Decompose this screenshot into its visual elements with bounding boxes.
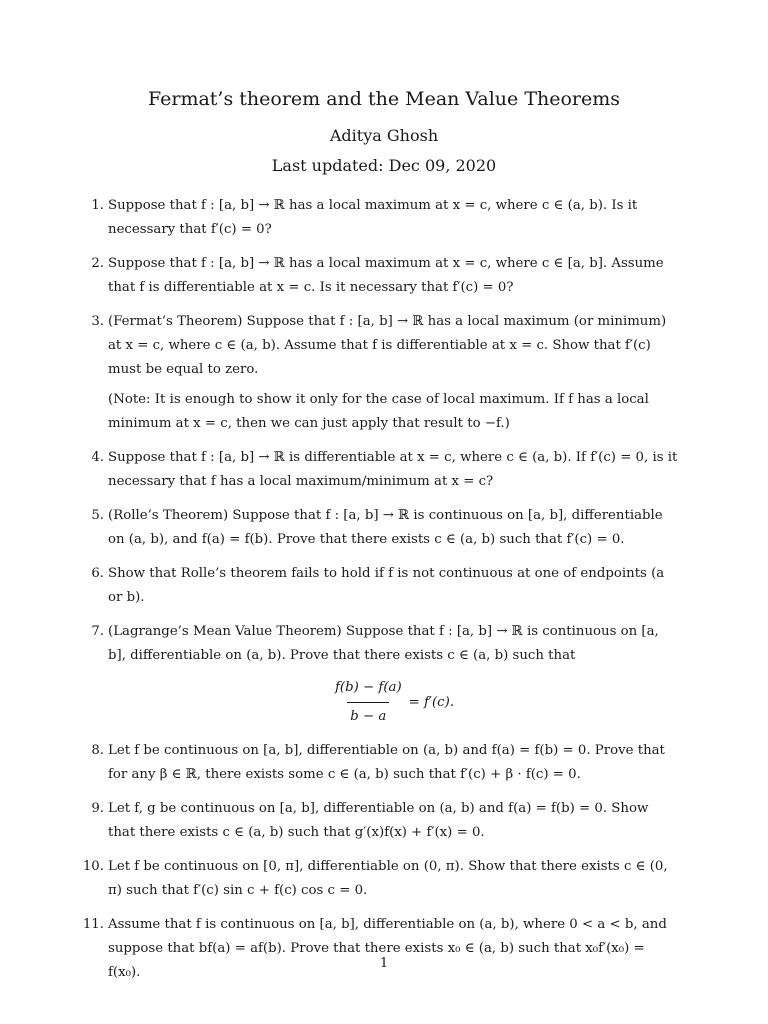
problem-item: [0, 194, 768, 242]
problem-number: 6.: [91, 566, 104, 581]
problem-number: 7.: [91, 624, 104, 639]
problem-item: [0, 504, 768, 552]
fraction: [332, 676, 405, 729]
problem-number: 4.: [91, 450, 104, 465]
problem-item: [0, 620, 768, 729]
display-equation: [108, 676, 678, 729]
problem-number: 11.: [82, 917, 104, 932]
problem-text: Let f be continuous on [0, π], differentiable on (0, π). Show that there exists c ∈ (0, π) such that f′(c) sin c + f(c) cos c = 0.: [108, 859, 668, 898]
problem-item: [0, 797, 768, 845]
problem-item: [0, 913, 768, 985]
document-title: Fermat’s theorem and the Mean Value Theorems: [147, 88, 621, 110]
problem-number: 5.: [91, 508, 104, 523]
problem-text: (Lagrange’s Mean Value Theorem) Suppose that f : [a, b] → ℝ is continuous on [a, b], differentiable on (a, b). Prove that there exists c ∈ (a, b) such that: [108, 624, 659, 663]
page-number: 1: [379, 956, 389, 971]
problem-number: 2.: [91, 256, 104, 271]
problem-text: Suppose that f : [a, b] → ℝ has a local maximum at x = c, where c ∈ (a, b). Is it necessary that f′(c) = 0?: [108, 198, 638, 237]
problem-text: Show that Rolle’s theorem fails to hold if f is not continuous at one of endpoints (a or b).: [108, 566, 665, 605]
problem-number: 9.: [91, 801, 104, 816]
problem-text: Suppose that f : [a, b] → ℝ is differentiable at x = c, where c ∈ (a, b). If f′(c) = 0, is it necessary that f has a local maximum/minimum at x = c?: [108, 450, 678, 489]
problem-number: 10.: [82, 859, 104, 874]
problem-item: [0, 310, 768, 436]
problem-item: [0, 446, 768, 494]
problem-text: Let f be continuous on [a, b], differentiable on (a, b) and f(a) = f(b) = 0. Prove that for any β ∈ ℝ, there exists some c ∈ (a, b) such that f′(c) + β · f(c) = 0.: [108, 743, 665, 782]
problem-list: [0, 194, 768, 995]
problem-text: (Fermat’s Theorem) Suppose that f : [a, b] → ℝ has a local maximum (or minimum) at x = c, where c ∈ (a, b). Assume that f is differentiable at x = c. Show that f′(c) must be equal to zero.: [108, 314, 667, 377]
fraction-denominator: b − a: [347, 702, 389, 729]
problem-text: Assume that f is continuous on [a, b], differentiable on (a, b), where 0 < a < b, and suppose that bf(a) = af(b). Prove that there exists x₀ ∈ (a, b) such that x₀f′(x₀) = f(x₀).: [108, 917, 667, 980]
problem-item: [0, 252, 768, 300]
fraction-numerator: f(b) − f(a): [335, 680, 402, 695]
problem-text: (Rolle’s Theorem) Suppose that f : [a, b] → ℝ is continuous on [a, b], differentiable on (a, b), and f(a) = f(b). Prove that there exists c ∈ (a, b) such that f′(c) = 0.: [108, 508, 663, 547]
author-name: Aditya Ghosh: [329, 126, 439, 145]
last-updated-date: Last updated: Dec 09, 2020: [271, 156, 497, 175]
equation-rhs: = f′(c).: [408, 694, 454, 710]
problem-number: 3.: [91, 314, 104, 329]
problem-text: Suppose that f : [a, b] → ℝ has a local maximum at x = c, where c ∈ [a, b]. Assume that f is differentiable at x = c. Is it necessary that f′(c) = 0?: [108, 256, 664, 295]
problem-item: [0, 739, 768, 787]
problem-number: 8.: [91, 743, 104, 758]
problem-text: (Note: It is enough to show it only for the case of local maximum. If f has a local minimum at x = c, then we can just apply that result to −f.): [108, 392, 649, 431]
problem-item: [0, 855, 768, 903]
problem-item: [0, 562, 768, 610]
problem-text: Let f, g be continuous on [a, b], differentiable on (a, b) and f(a) = f(b) = 0. Show that there exists c ∈ (a, b) such that g′(x)f(x) + f′(x) = 0.: [108, 801, 649, 840]
problem-number: 1.: [91, 198, 104, 213]
